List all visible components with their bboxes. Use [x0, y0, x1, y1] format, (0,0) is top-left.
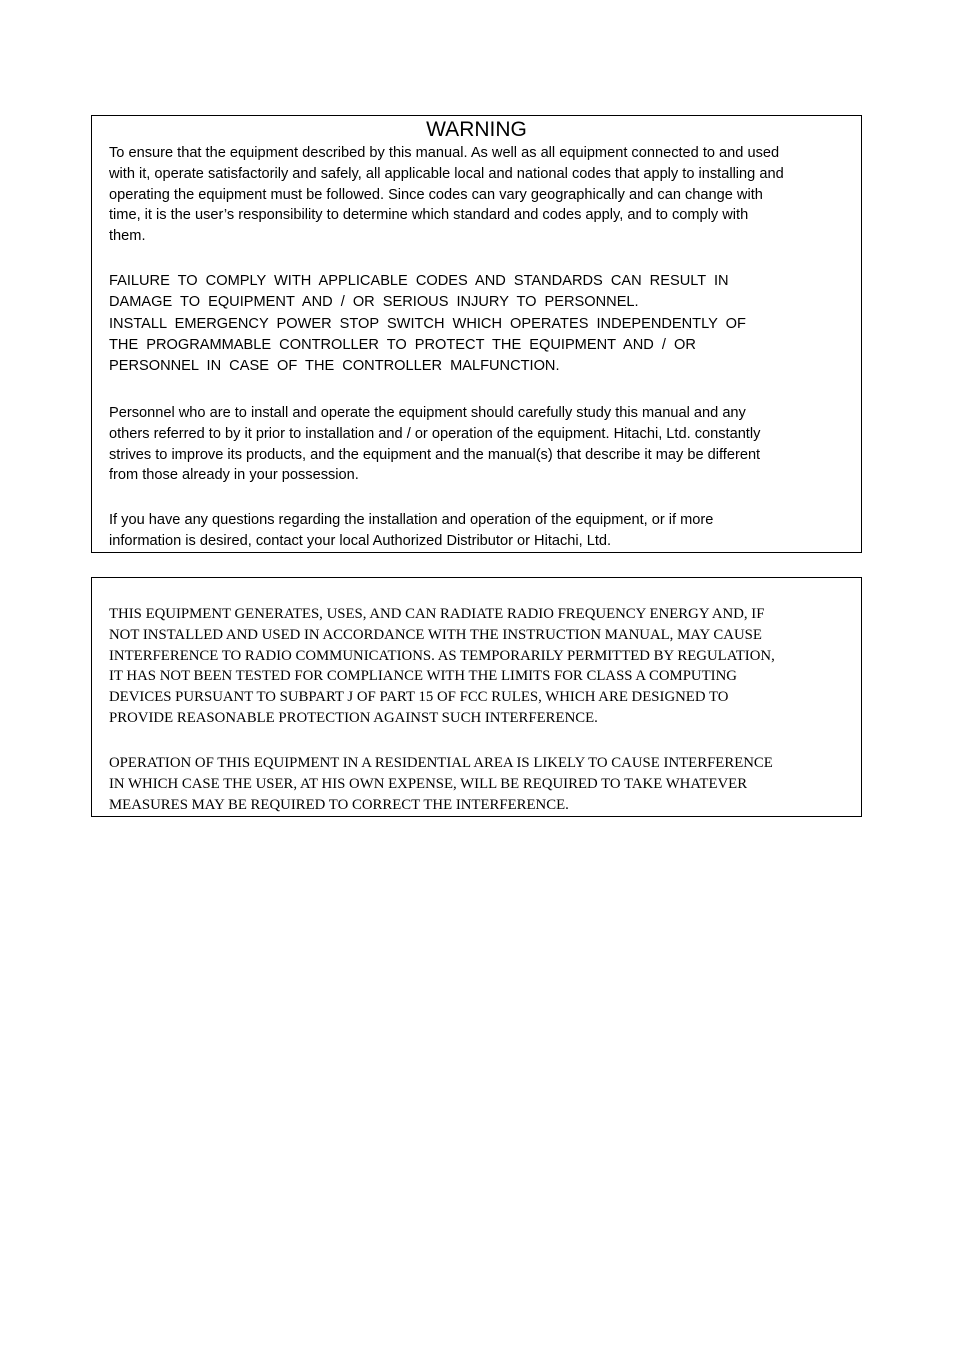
fcc-paragraph-residential: OPERATION OF THIS EQUIPMENT IN A RESIDENTIAL AREA IS LIKELY TO CAUSE INTERFERENCE IN WHICH CASE THE USER, AT HIS OWN EXPENSE, WILL BE REQUIRED TO TAKE WHATEVER MEASURES MAY BE REQUIRED TO CORRECT THE INTERFERENCE. — [109, 755, 773, 813]
warning-box — [91, 115, 862, 553]
warning-title: WARNING — [426, 118, 527, 141]
fcc-notice-box — [91, 577, 862, 817]
fcc-paragraph-radiation: THIS EQUIPMENT GENERATES, USES, AND CAN RADIATE RADIO FREQUENCY ENERGY AND, IF NOT INSTALLED AND USED IN ACCORDANCE WITH THE INSTRUCTION MANUAL, MAY CAUSE INTERFERENCE TO RADIO COMMUNICATIONS. AS TEMPORARILY PERMITTED BY REGULATION, IT HAS NOT BEEN TESTED FOR COMPLIANCE WITH THE LIMITS FOR CLASS A COMPUTING DEVICES PURSUANT TO SUBPART J OF PART 15 OF FCC RULES, WHICH ARE DESIGNED TO PROVIDE REASONABLE PROTECTION AGAINST SUCH INTERFERENCE. — [109, 606, 775, 726]
warning-paragraph-codes: To ensure that the equipment described by this manual. As well as all equipment connected to and used with it, operate satisfactorily and safely, all applicable local and national codes that apply to installing and operating the equipment must be followed. Since codes can vary geographically and can change with time, it is the user’s responsibility to determine which standard and codes apply, and to comply with them. — [109, 145, 784, 245]
warning-paragraph-failure: FAILURE TO COMPLY WITH APPLICABLE CODES AND STANDARDS CAN RESULT IN DAMAGE TO EQUIPMENT AND / OR SERIOUS INJURY TO PERSONNEL. INSTALL EMERGENCY POWER STOP SWITCH WHICH OPERATES INDEPENDENTLY OF THE PROGRAMMABLE CONTROLLER TO PROTECT THE EQUIPMENT AND / OR PERSONNEL IN CASE OF THE CONTROLLER MALFUNCTION. — [109, 273, 746, 375]
warning-paragraph-personnel: Personnel who are to install and operate the equipment should carefully study this manual and any others referred to by it prior to installation and / or operation of the equipment. Hitachi, Ltd. constantly strives to improve its products, and the equipment and the manual(s) that describe it may be different from those already in your possession. — [109, 405, 761, 484]
warning-paragraph-questions: If you have any questions regarding the installation and operation of the equipment, or if more information is desired, contact your local Authorized Distributor or Hitachi, Ltd. — [109, 512, 714, 549]
